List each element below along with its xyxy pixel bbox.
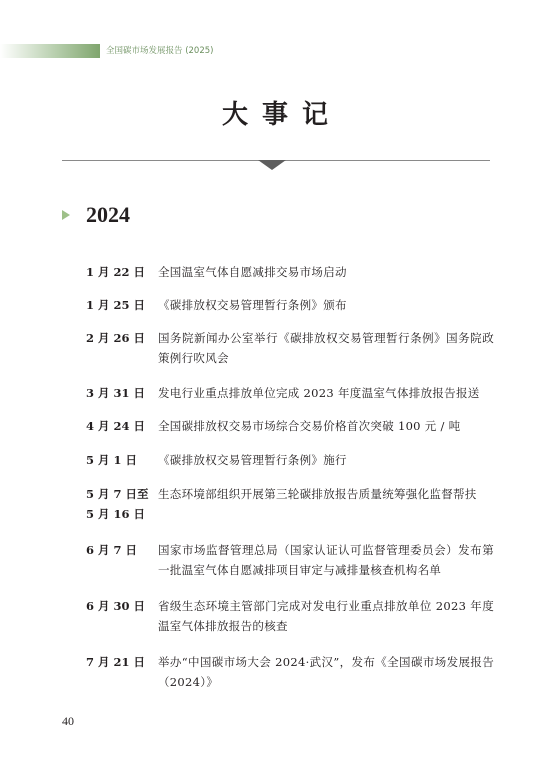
event-date: 3 月 31 日 bbox=[86, 386, 146, 400]
page-title: 大事记 bbox=[221, 100, 342, 130]
event-date: 6 月 7 日 bbox=[86, 543, 138, 557]
event-text: 举办“中国碳市场大会 2024·武汉”，发布《全国碳市场发展报告（2024）》 bbox=[158, 655, 494, 689]
event-text: 省级生态环境主管部门完成对发电行业重点排放单位 2023 年度温室气体排放报告的核查 bbox=[158, 599, 494, 633]
event-text: 生态环境部组织开展第三轮碳排放报告质量统筹强化监督帮扶 bbox=[158, 487, 477, 501]
event-text: 国务院新闻办公室举行《碳排放权交易管理暂行条例》国务院政策例行吹风会 bbox=[158, 331, 494, 365]
event-text: 全国碳排放权交易市场综合交易价格首次突破 100 元 / 吨 bbox=[158, 419, 461, 433]
event-date: 5 月 7 日至 5 月 16 日 bbox=[86, 487, 149, 521]
event-text: 发电行业重点排放单位完成 2023 年度温室气体排放报告报送 bbox=[158, 386, 480, 400]
event-text: 《碳排放权交易管理暂行条例》施行 bbox=[158, 453, 347, 467]
event-text: 国家市场监督管理总局（国家认证认可监督管理委员会）发布第一批温室气体自愿减排项目审定与减排量核查机构名单 bbox=[158, 543, 494, 577]
event-text: 全国温室气体自愿减排交易市场启动 bbox=[158, 265, 347, 279]
event-date: 7 月 21 日 bbox=[86, 655, 146, 669]
event-date: 4 月 24 日 bbox=[86, 419, 146, 433]
event-date: 6 月 30 日 bbox=[86, 599, 146, 613]
event-text: 《碳排放权交易管理暂行条例》颁布 bbox=[158, 298, 347, 312]
event-date: 1 月 25 日 bbox=[86, 298, 146, 312]
section-year: 2024 bbox=[86, 202, 130, 227]
event-date: 1 月 22 日 bbox=[86, 265, 146, 279]
event-date: 2 月 26 日 bbox=[86, 331, 146, 345]
page-number: 40 bbox=[62, 714, 74, 728]
event-date: 5 月 1 日 bbox=[86, 453, 138, 467]
running-header: 全国碳市场发展报告 (2025) bbox=[106, 46, 214, 56]
